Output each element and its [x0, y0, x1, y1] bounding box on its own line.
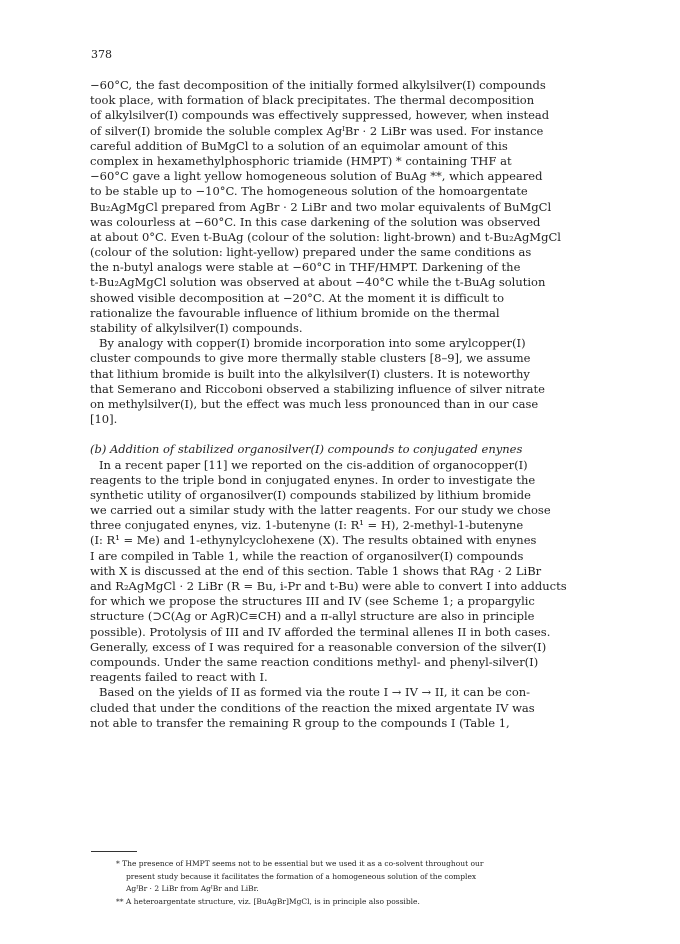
footnote-line: AgᴵBr · 2 LiBr from AgᴵBr and LiBr. — [126, 884, 259, 893]
text-line: reagents failed to react with I. — [90, 670, 268, 685]
text-line: took place, with formation of black precipitates. The thermal decomposition — [90, 93, 535, 108]
text-line: of silver(I) bromide the soluble complex AgᴵBr · 2 LiBr was used. For instance — [90, 123, 544, 138]
text-line: that Semerano and Riccoboni observed a stabilizing influence of silver nitrate — [90, 381, 545, 396]
text-line: synthetic utility of organosilver(I) compounds stabilized by lithium bromide — [90, 487, 531, 502]
text-line: t-Bu₂AgMgCl solution was observed at about −40°C while the t-BuAg solution — [90, 275, 546, 290]
text-line: cluster compounds to give more thermally stable clusters [8–9], we assume — [90, 351, 531, 366]
text-line: cluded that under the conditions of the reaction the mixed argentate IV was — [90, 700, 535, 715]
text-line: reagents to the triple bond in conjugated enynes. In order to investigate the — [90, 472, 536, 487]
text-line: and R₂AgMgCl · 2 LiBr (R = Bu, i-Pr and t-Bu) were able to convert I into adducts — [90, 579, 567, 593]
footnote-line: present study because it facilitates the formation of a homogeneous solution of the complex — [126, 871, 477, 881]
text-line: (colour of the solution: light-yellow) prepared under the same conditions as — [90, 245, 532, 260]
text-line: that lithium bromide is built into the alkylsilver(I) clusters. It is noteworthy — [90, 366, 530, 381]
text-line: −60°C, the fast decomposition of the initially formed alkylsilver(I) compounds — [90, 78, 546, 92]
footnote-divider — [91, 851, 137, 852]
text-line: In a recent paper [11] we reported on the cis-addition of organocopper(I) — [99, 457, 528, 472]
text-line: rationalize the favourable influence of lithium bromide on the thermal — [90, 305, 500, 320]
paragraph-yields — [90, 685, 606, 731]
text-line: not able to transfer the remaining R group to the compounds I (Table 1, — [90, 715, 510, 730]
text-line: we carried out a similar study with the latter reagents. For our study we chose — [90, 503, 551, 518]
section-heading: (b) Addition of stabilized organosilver(I) compounds to conjugated enynes — [90, 442, 523, 457]
text-line: on methylsilver(I), but the effect was much less pronounced than in our case — [90, 396, 539, 411]
text-line: [10]. — [90, 412, 118, 427]
paragraph-copper-analogy — [90, 336, 606, 427]
text-line: structure (⊃C(Ag or AgR)C≡CH) and a π-allyl structure are also in principle — [90, 609, 535, 624]
text-line: showed visible decomposition at −20°C. At the moment it is difficult to — [90, 290, 505, 305]
text-line: possible). Protolysis of III and IV afforded the terminal allenes II in both cases. — [90, 624, 551, 639]
text-line: the n-butyl analogs were stable at −60°C in THF/HMPT. Darkening of the — [90, 260, 521, 275]
text-line: was colourless at −60°C. In this case darkening of the solution was observed — [90, 214, 541, 229]
text-line: −60°C gave a light yellow homogeneous solution of BuAg **, which appeared — [90, 169, 543, 184]
text-line: Generally, excess of I was required for a reasonable conversion of the silver(I) — [90, 639, 547, 654]
text-line: compounds. Under the same reaction conditions methyl- and phenyl-silver(I) — [90, 654, 539, 669]
paragraph-decomposition — [90, 78, 606, 336]
page-number: 378 — [91, 48, 112, 61]
text-line: with X is discussed at the end of this section. Table 1 shows that RAg · 2 LiBr — [90, 563, 542, 578]
paragraph-gap — [90, 427, 606, 442]
footnotes — [116, 858, 596, 908]
footnote-line: ** A heteroargentate structure, viz. [BuAgBr]MgCl, is in principle also possible. — [116, 896, 420, 906]
body-text — [90, 78, 606, 731]
text-line: By analogy with copper(I) bromide incorporation into some arylcopper(I) — [99, 336, 526, 351]
text-line: stability of alkylsilver(I) compounds. — [90, 321, 303, 335]
text-line: Based on the yields of II as formed via the route I → IV → II, it can be con- — [99, 685, 531, 700]
text-line: Bu₂AgMgCl prepared from AgBr · 2 LiBr and two molar equivalents of BuMgCl — [90, 199, 552, 214]
footnote-line: * The presence of HMPT seems not to be essential but we used it as a co-solvent throughout our — [116, 859, 484, 868]
text-line: careful addition of BuMgCl to a solution of an equimolar amount of this — [90, 138, 508, 153]
text-line: for which we propose the structures III and IV (see Scheme 1; a propargylic — [90, 594, 535, 609]
text-line: I are compiled in Table 1, while the reaction of organosilver(I) compounds — [90, 548, 524, 563]
text-line: of alkylsilver(I) compounds was effectively suppressed, however, when instead — [90, 108, 550, 123]
text-line: at about 0°C. Even t-BuAg (colour of the solution: light-brown) and t-Bu₂AgMgCl — [90, 229, 561, 244]
paragraph-enyne-addition — [90, 458, 606, 686]
text-line: three conjugated enynes, viz. 1-butenyne (I: R¹ = H), 2-methyl-1-butenyne — [90, 518, 524, 533]
text-line: to be stable up to −10°C. The homogeneous solution of the homoargentate — [90, 184, 528, 199]
text-line: complex in hexamethylphosphoric triamide (HMPT) * containing THF at — [90, 153, 512, 168]
text-line: (I: R¹ = Me) and 1-ethynylcyclohexene (X). The results obtained with enynes — [90, 533, 537, 548]
